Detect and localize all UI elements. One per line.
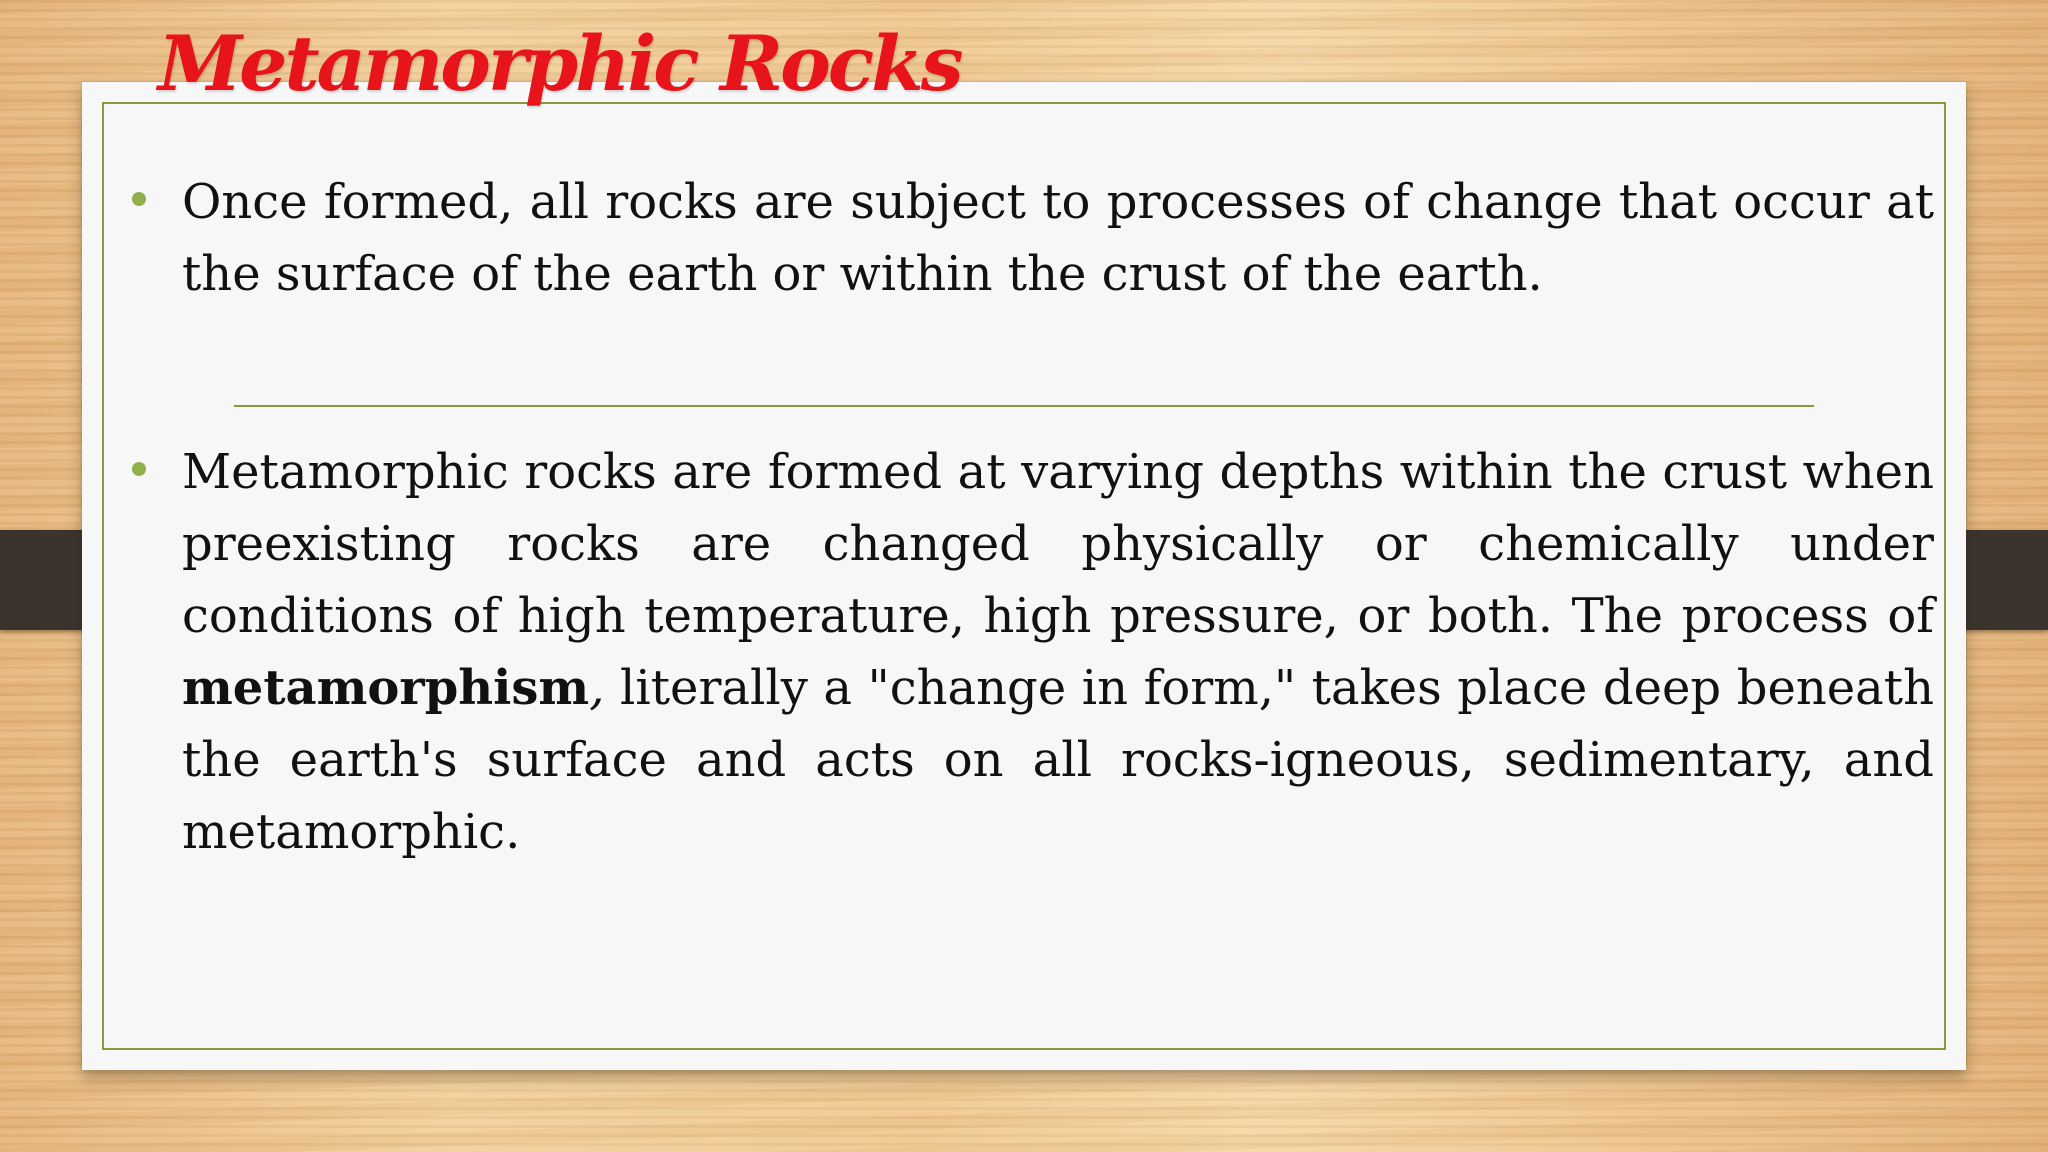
bullet-2-text-before: Metamorphic rocks are formed at varying depths within the crust when preexisting rocks are changed physically or chemically under conditions of high temperature, high pressure, or both. The process of	[182, 444, 1934, 644]
slide-title: Metamorphic Rocks	[158, 19, 961, 108]
bullet-2-keyword: metamorphism	[182, 660, 590, 716]
bullet-1-text: Once formed, all rocks are subject to processes of change that occur at the surface of the earth or within the crust of the earth.	[182, 174, 1934, 302]
section-divider	[234, 405, 1814, 407]
bullet-dot-icon	[132, 462, 146, 476]
binder-clip-right	[1958, 530, 2048, 630]
bullet-text-2	[182, 436, 1934, 868]
bullet-2-comma: ,	[589, 660, 605, 716]
bullet-2-text-after: literally a "change in form," takes place deep beneath the earth's surface and acts on all rocks-igneous, sedimentary, and metamorphic.	[182, 660, 1934, 860]
bullet-text-1	[182, 166, 1934, 310]
bullet-dot-icon	[132, 192, 146, 206]
